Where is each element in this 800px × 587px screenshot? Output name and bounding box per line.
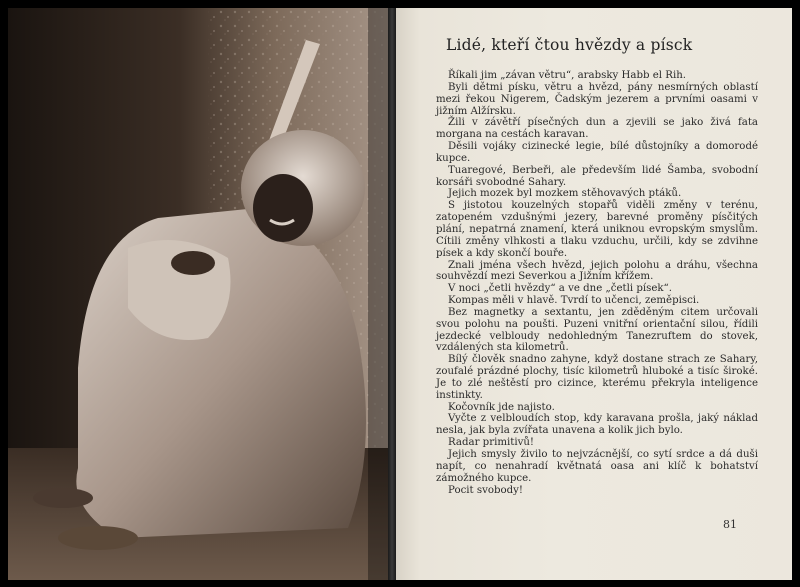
paragraph: Kompas měli v hlavě. Tvrdí to učenci, zeměpisci. [448,295,700,307]
book-gutter [388,8,396,580]
paragraph: Vyčte z velbloudích stop, kdy karavana prošla, jaký náklad nesla, jak byla zvířata unavena a kolik jich bylo. [436,413,758,437]
paragraph: Jejich smysly živilo to nejvzácnější, co sytí srdce a dá duši napít, co nenahradí květnatá oasa ani klíč k bohatství zámožného kupce. [436,449,758,484]
body-text [436,70,758,496]
photograph [8,8,390,580]
right-page [396,8,792,580]
paragraph: Tuaregové, Berbeři, ale především lidé Šamba, svobodní korsáři svobodné Sahary. [436,164,758,188]
paragraph: Bez magnetky a sextantu, jen zděděným citem určovali svou polohu na poušti. Puzeni vnitřní orientační silou, řídili jezdecké velbloudy nedohledným Tanezruftem do stovek, vzdálených sta kilometrů. [436,306,758,354]
paragraph: V noci „četli hvězdy“ a ve dne „četli písek“. [448,283,672,295]
page-number: 81 [723,518,737,531]
paragraph: Říkali jim „závan větru“, arabsky Habb el Rih. [448,70,687,81]
paragraph: Děsili vojáky cizinecké legie, bílé důstojníky a domorodé kupce. [436,141,758,164]
paragraph: Znali jména všech hvězd, jejich polohu a dráhu, všechna souhvězdí mezi Severkou a Jižním křížem. [436,259,758,283]
paragraph: Žili v závětří písečných dun a zjevili se jako živá fata morgana na cestách karavan. [436,117,758,141]
paragraph: Pocit svobody! [448,484,524,496]
left-page [8,8,390,580]
paragraph: Bílý člověk snadno zahyne, když dostane strach ze Sahary, zoufalé prázdné plochy, tisíc kilometrů hluboké a tisíc široké. Je to zlé neštěstí pro cizince, kterému překryla inteligence instinkty. [436,354,758,401]
chapter-title: Lidé, kteří čtou hvězdy a písck [446,36,693,54]
paragraph: Kočovník jde najisto. [448,401,555,413]
paragraph: S jistotou kouzelných stopařů viděli změny v terénu, zatopeném vzdušnými jezery, barevné proměny písčitých plání, nepatrná znamení, která uniknou evropským smyslům. Cítili změny vlhkosti a tlaku vzduchu, určili, kdy se zdvihne písek a kdy skončí bouře. [436,200,758,259]
paragraph: Byli dětmi písku, větru a hvězd, pány nesmírných oblastí mezi řekou Nigerem, Čadským jezerem a prvními oasami v jižním Alžírsku. [436,81,758,117]
paragraph: Jejich mozek byl mozkem stěhovavých ptáků. [448,188,682,200]
paragraph: Radar primitivů! [448,437,535,449]
